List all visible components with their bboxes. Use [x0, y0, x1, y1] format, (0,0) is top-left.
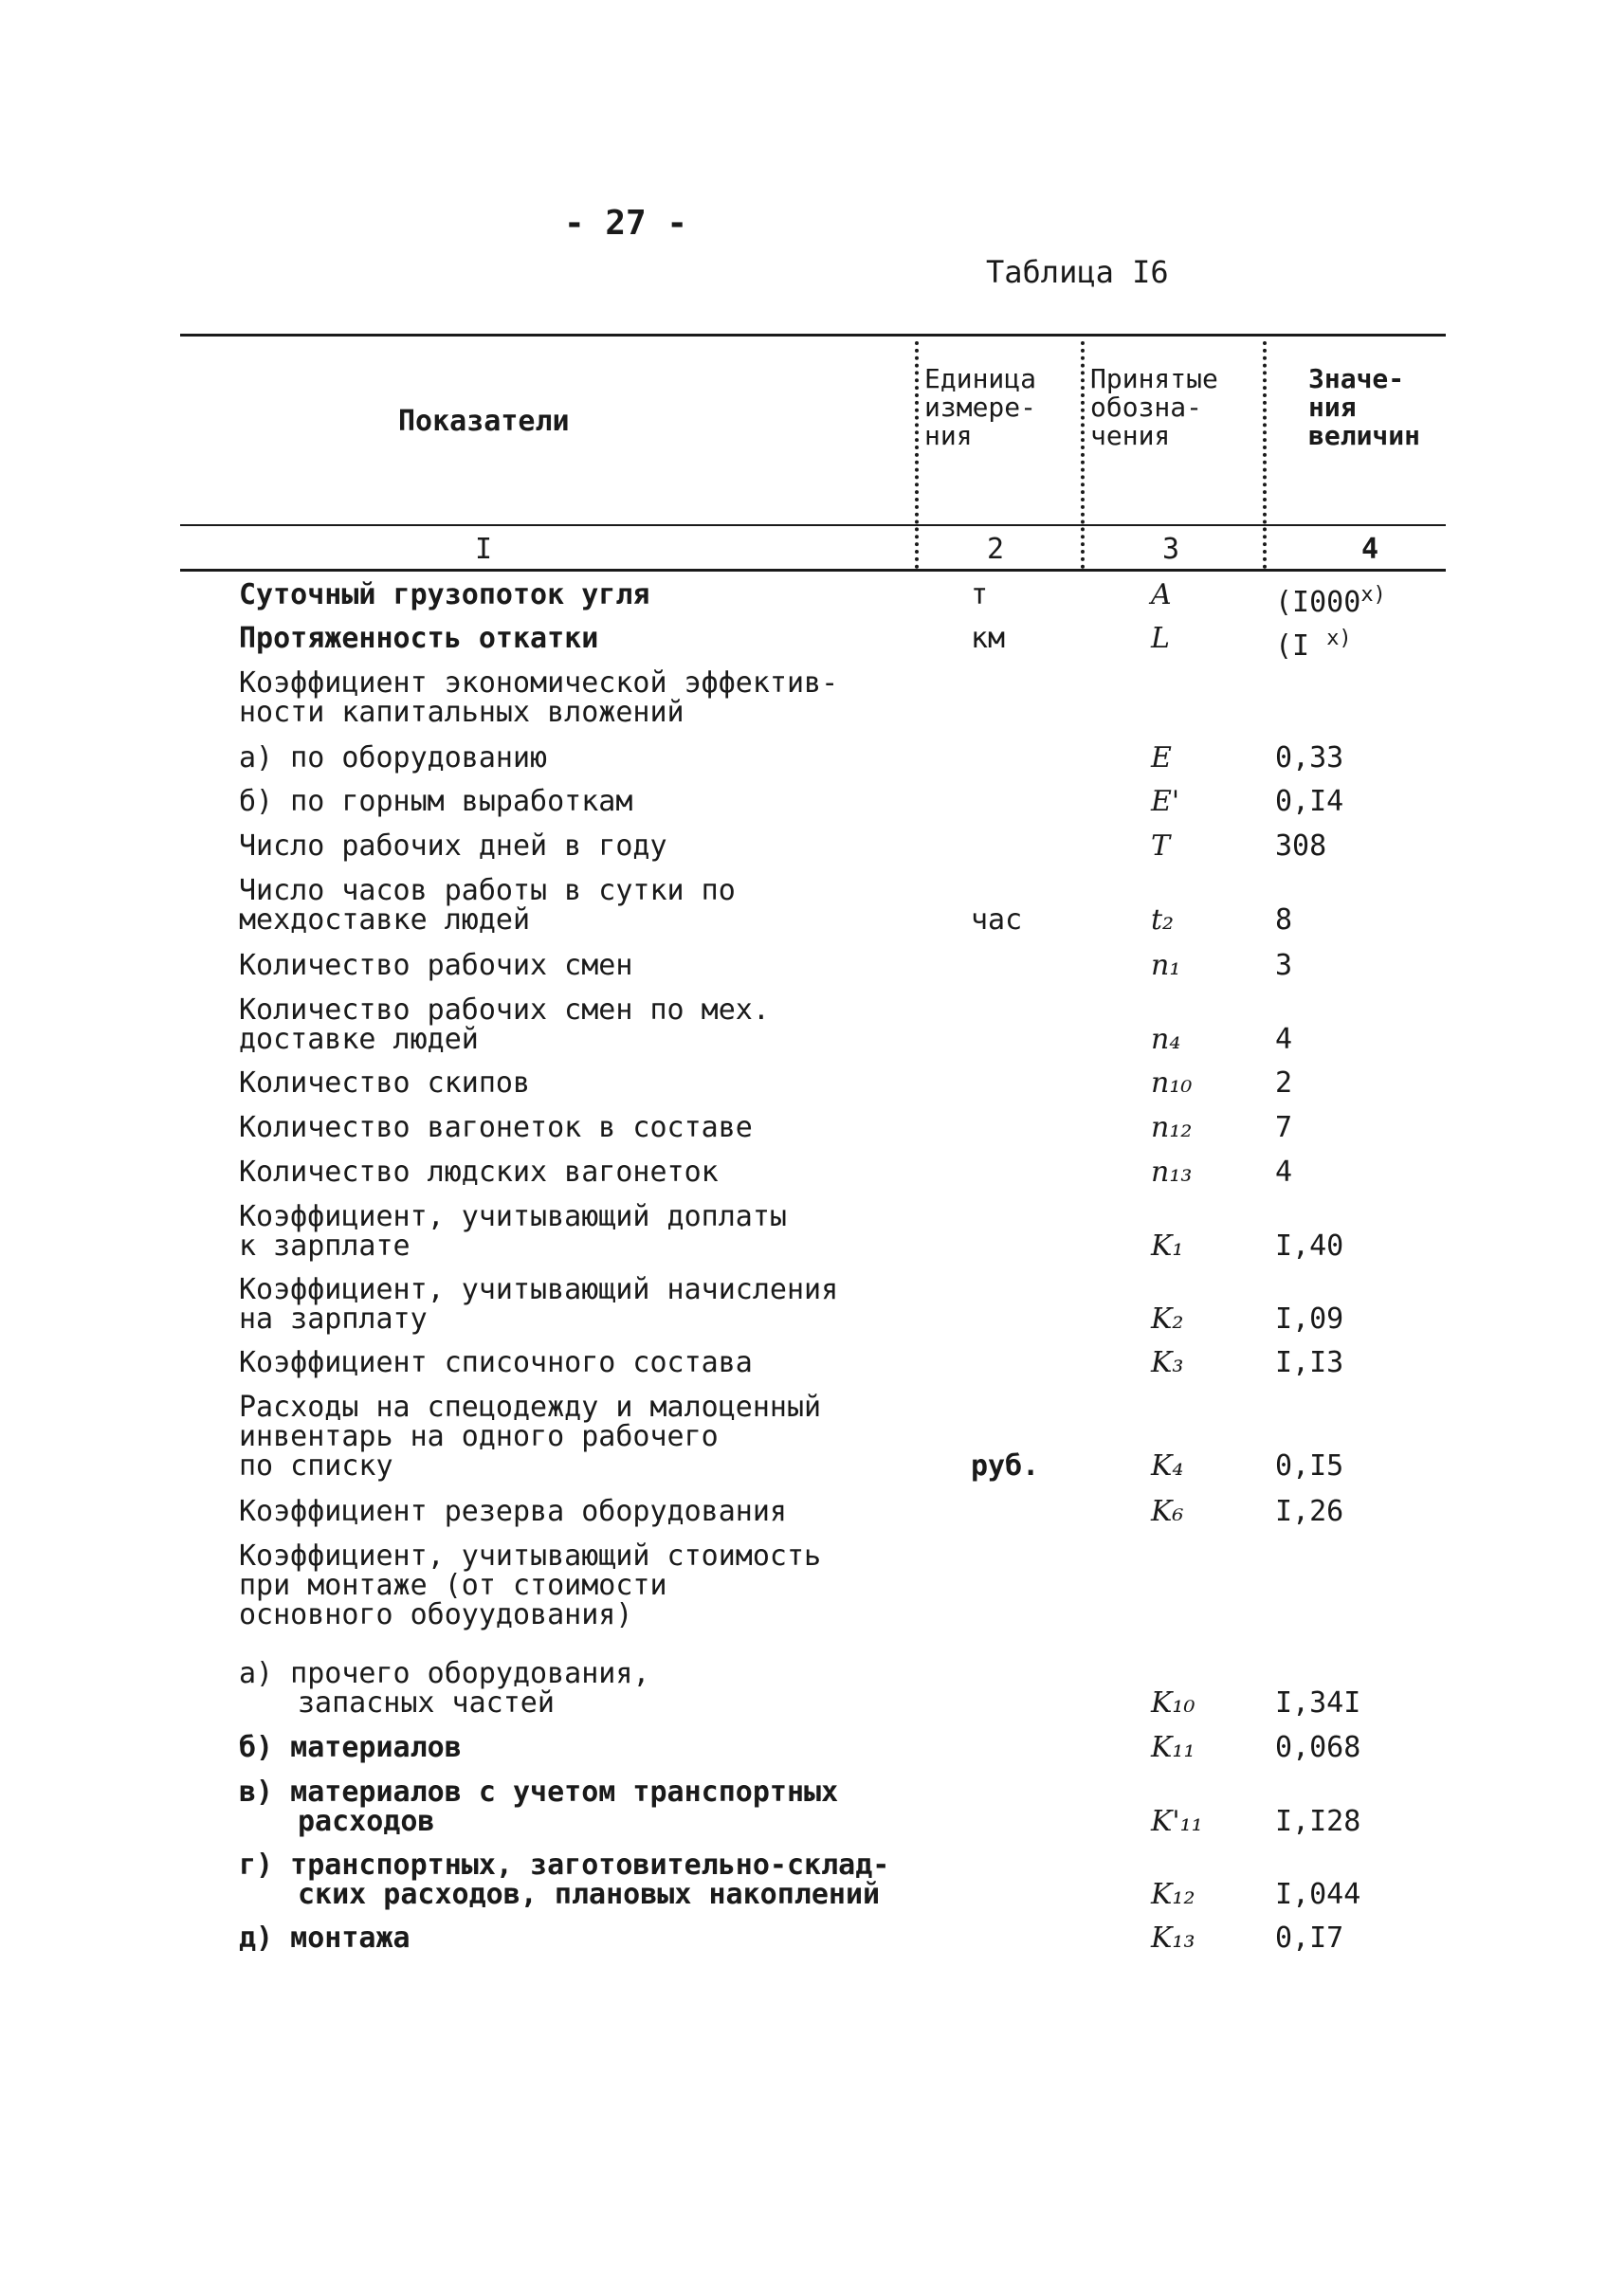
- row-label: Коэффициент экономической эффектив- ности капитальных вложений: [239, 666, 839, 729]
- row-value: I,I28: [1275, 1805, 1361, 1838]
- row-symbol: K₁₂: [1151, 1878, 1195, 1911]
- column-number-1: I: [474, 533, 493, 566]
- table-caption: Таблица I6: [986, 254, 1169, 290]
- row-label: Количество рабочих смен по мех. доставке людей: [239, 993, 770, 1056]
- header-unit: Единица измере- ния: [924, 363, 1037, 451]
- row-symbol: E': [1151, 785, 1180, 818]
- column-number-3: 3: [1161, 533, 1180, 566]
- row-value: 2: [1275, 1066, 1293, 1100]
- row-label: Количество рабочих смен: [239, 949, 633, 982]
- row-label: д) монтажа: [239, 1922, 411, 1955]
- row-value-text: (I: [1275, 629, 1327, 663]
- row-unit: км: [971, 622, 1006, 655]
- row-value: I,09: [1275, 1302, 1344, 1336]
- row-value: [1275, 580, 1465, 617]
- row-value: 308: [1275, 829, 1327, 863]
- row-value: 0,I5: [1275, 1449, 1344, 1483]
- row-value-footnote: x): [1326, 627, 1352, 650]
- row-value: 4: [1275, 1156, 1293, 1189]
- row-symbol: n₄: [1151, 1023, 1181, 1056]
- row-symbol: A: [1151, 578, 1172, 611]
- row-unit: руб.: [971, 1449, 1040, 1483]
- header-rule: [180, 524, 1446, 526]
- row-value: 0,I7: [1275, 1922, 1344, 1955]
- row-label: Коэффициент резерва оборудования: [239, 1495, 787, 1528]
- row-value: 4: [1275, 1023, 1293, 1056]
- row-symbol: K₆: [1151, 1495, 1184, 1528]
- header-indicators: Показатели: [398, 405, 570, 438]
- column-separator-1: [915, 341, 922, 569]
- row-label: а) прочего оборудования, запасных частей: [239, 1657, 650, 1720]
- column-number-4: 4: [1360, 533, 1379, 566]
- row-symbol: t₂: [1151, 903, 1175, 937]
- row-label: в) материалов с учетом транспортных расходов: [239, 1776, 839, 1838]
- row-value-text: (I000: [1275, 586, 1361, 619]
- row-label: г) транспортных, заготовительно-склад- ских расходов, плановых накоплений: [239, 1849, 890, 1911]
- row-symbol: K₃: [1151, 1346, 1184, 1379]
- column-separator-3: [1263, 341, 1270, 569]
- row-symbol: T: [1151, 829, 1171, 863]
- row-label: Количество людских вагонеток: [239, 1156, 719, 1189]
- row-label: Коэффициент, учитывающий стоимость при монтаже (от стоимости основного обоуудования): [239, 1539, 822, 1631]
- row-value: I,34I: [1275, 1686, 1361, 1720]
- row-value: I,40: [1275, 1229, 1344, 1263]
- row-value: 8: [1275, 903, 1293, 937]
- row-symbol: n₁₃: [1151, 1156, 1193, 1189]
- row-value: I,044: [1275, 1878, 1361, 1911]
- row-label: Коэффициент, учитывающий начисления на зарплату: [239, 1273, 839, 1336]
- row-value: 3: [1275, 949, 1293, 982]
- row-label: а) по оборудованию: [239, 741, 548, 774]
- row-label: Количество скипов: [239, 1066, 531, 1100]
- row-symbol: n₁: [1151, 949, 1181, 982]
- row-symbol: K₁₁: [1151, 1731, 1195, 1764]
- row-symbol: n₁₀: [1151, 1066, 1193, 1100]
- header-value: Значе- ния величин: [1308, 363, 1421, 451]
- column-number-2: 2: [986, 533, 1005, 566]
- row-value: 7: [1275, 1111, 1293, 1144]
- row-label: Число рабочих дней в году: [239, 829, 667, 863]
- row-symbol: K₂: [1151, 1302, 1184, 1336]
- row-symbol: E: [1151, 741, 1172, 774]
- row-label: Коэффициент списочного состава: [239, 1346, 753, 1379]
- row-label: б) материалов: [239, 1731, 462, 1764]
- top-rule: [180, 334, 1446, 337]
- row-label: Коэффициент, учитывающий доплаты к зарплате: [239, 1200, 787, 1263]
- row-symbol: K'₁₁: [1151, 1805, 1203, 1838]
- page-number: - 27 -: [563, 204, 688, 243]
- number-row-rule: [180, 569, 1446, 572]
- row-symbol: L: [1151, 622, 1170, 655]
- row-value-footnote: x): [1360, 583, 1386, 607]
- row-value: 0,I4: [1275, 785, 1344, 818]
- row-unit: т: [971, 578, 989, 611]
- row-value: I,26: [1275, 1495, 1344, 1528]
- row-value: I,I3: [1275, 1346, 1344, 1379]
- row-value: 0,33: [1275, 741, 1344, 774]
- row-unit: час: [971, 903, 1023, 937]
- row-label: б) по горным выработкам: [239, 785, 633, 818]
- row-symbol: K₁₃: [1151, 1922, 1195, 1955]
- row-value: [1275, 624, 1465, 661]
- row-symbol: K₁₀: [1151, 1686, 1195, 1720]
- row-label: Число часов работы в сутки по мехдоставке людей: [239, 874, 736, 937]
- row-label: Протяженность откатки: [239, 622, 599, 655]
- row-label: Расходы на спецодежду и малоценный инвентарь на одного рабочего по списку: [239, 1391, 822, 1483]
- row-label: Суточный грузопоток угля: [239, 578, 650, 611]
- row-value: 0,068: [1275, 1731, 1361, 1764]
- row-label: Количество вагонеток в составе: [239, 1111, 753, 1144]
- row-symbol: K₁: [1151, 1229, 1184, 1263]
- row-symbol: n₁₂: [1151, 1111, 1193, 1144]
- row-symbol: K₄: [1151, 1449, 1184, 1483]
- column-separator-2: [1081, 341, 1088, 569]
- header-symbol: Принятые обозна- чения: [1090, 363, 1218, 451]
